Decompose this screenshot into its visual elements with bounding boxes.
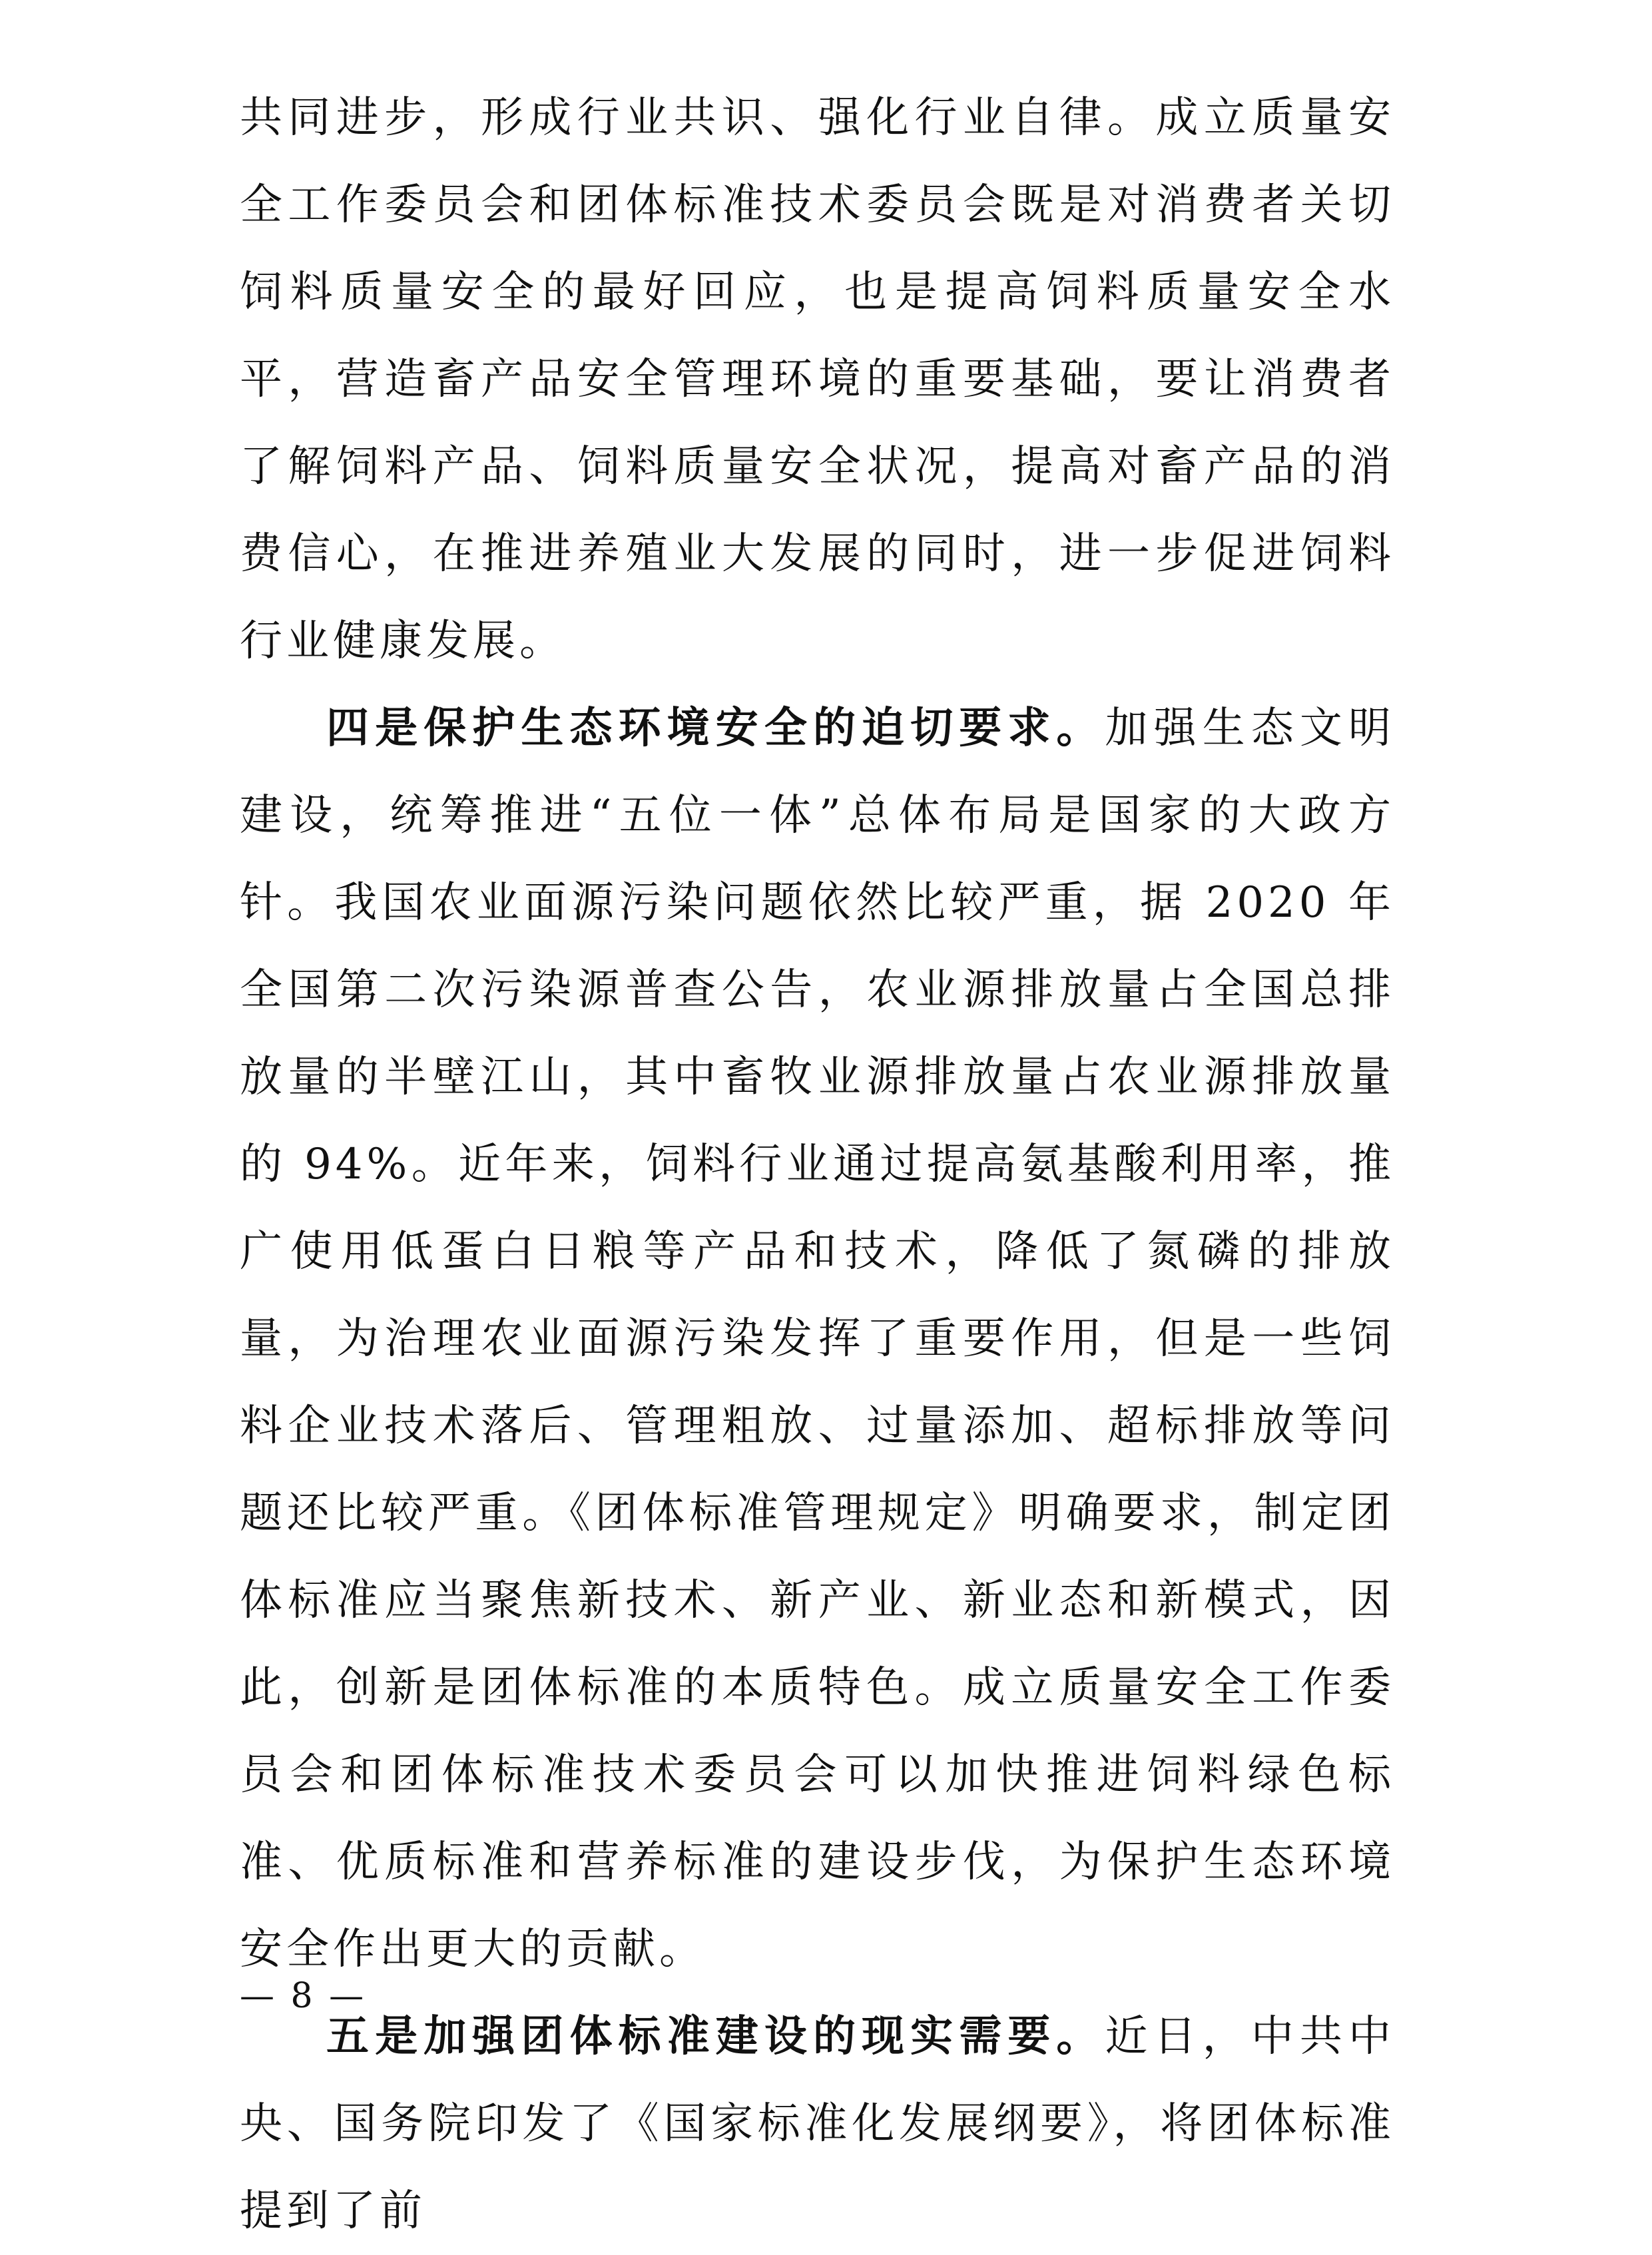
paragraph-point-four <box>240 685 1395 1993</box>
document-body <box>240 75 1395 2255</box>
paragraph-point-five <box>240 1993 1395 2255</box>
paragraph-text: 近日，中共中央、国务院印发了《国家标准化发展纲要》，将团体标准提到了前 <box>240 2012 1396 2236</box>
paragraph-text: 共同进步，形成行业共识、强化行业自律。成立质量安全工作委员会和团体标准技术委员会既是对消费者关切饲料质量安全的最好回应，也是提高饲料质量安全水平，营造畜产品安全管理环境的重要基础，要让消费者了解饲料产品、饲料质量安全状况，提高对畜产品的消费信心，在推进养殖业大发展的同时，进一步促进饲料行业健康发展。 <box>240 93 1395 666</box>
paragraph-lead-heading: 五是加强团体标准建设的现实需要。 <box>326 2012 1105 2061</box>
paragraph-lead-heading: 四是保护生态环境安全的迫切要求。 <box>326 704 1105 753</box>
paragraph-text: 加强生态文明建设，统筹推进“五位一体”总体布局是国家的大政方针。我国农业面源污染问题依然比较严重，据 2020 年全国第二次污染源普查公告，农业源排放量占全国总排放量的半壁江山，其中畜牧业源排放量占农业源排放量的 94%。近年来，饲料行业通过提高氨基酸利用率，推广使用低蛋白日粮等产品和技术，降低了氮磷的排放量，为治理农业面源污染发挥了重要作用，但是一些饲料企业技术落后、管理粗放、过量添加、超标排放等问题还比较严重。《团体标准管理规定》明确要求，制定团体标准应当聚焦新技术、新产业、新业态和新模式，因此，创新是团体标准的本质特色。成立质量安全工作委员会和团体标准技术委员会可以加快推进饲料绿色标准、优质标准和营养标准的建设步伐，为保护生态环境安全作出更大的贡献。 <box>240 704 1396 1974</box>
paragraph-continuation <box>240 75 1395 685</box>
page-number: — 8 — <box>240 1976 367 2016</box>
